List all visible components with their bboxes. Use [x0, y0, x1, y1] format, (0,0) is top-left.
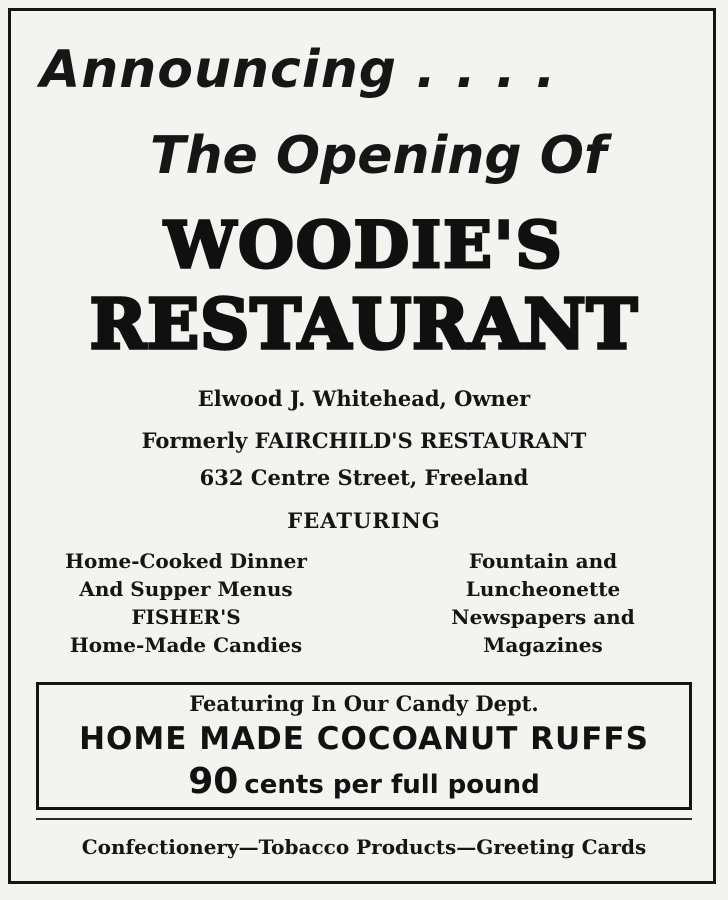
restaurant-name-line2: RESTAURANT [89, 285, 639, 365]
feature-item: Luncheonette [465, 577, 621, 601]
candy-price [39, 761, 689, 802]
owner-line: Elwood J. Whitehead, Owner [197, 386, 531, 411]
candy-promo-box [36, 682, 692, 810]
candy-intro: Featuring In Our Candy Dept. [189, 691, 539, 716]
features-right-column [393, 547, 693, 659]
candy-product: HOME MADE COCOANUT RUFFS [79, 721, 649, 757]
feature-item: Fountain and [468, 549, 618, 573]
address-line: 632 Centre Street, Freeland [199, 465, 529, 490]
price-number: 90 [188, 761, 239, 802]
formerly-line: Formerly FAIRCHILD'S RESTAURANT [141, 428, 587, 453]
feature-item: And Supper Menus [79, 577, 293, 601]
feature-item: Newspapers and [451, 605, 635, 629]
announcing-heading: Announcing . . . . [40, 40, 557, 100]
divider [36, 818, 692, 820]
featuring-heading: FEATURING [287, 508, 441, 533]
restaurant-name-line1: WOODIE'S [164, 208, 564, 283]
feature-item: FISHER'S [131, 605, 241, 629]
price-text: cents per full pound [244, 770, 540, 800]
features-left-column [36, 547, 336, 659]
opening-heading: The Opening Of [150, 126, 607, 186]
feature-item: Home-Made Candies [69, 633, 303, 657]
feature-item: Home-Cooked Dinner [65, 549, 307, 573]
feature-item: Magazines [483, 633, 603, 657]
footer-line: Confectionery—Tobacco Products—Greeting Cards [81, 835, 647, 859]
